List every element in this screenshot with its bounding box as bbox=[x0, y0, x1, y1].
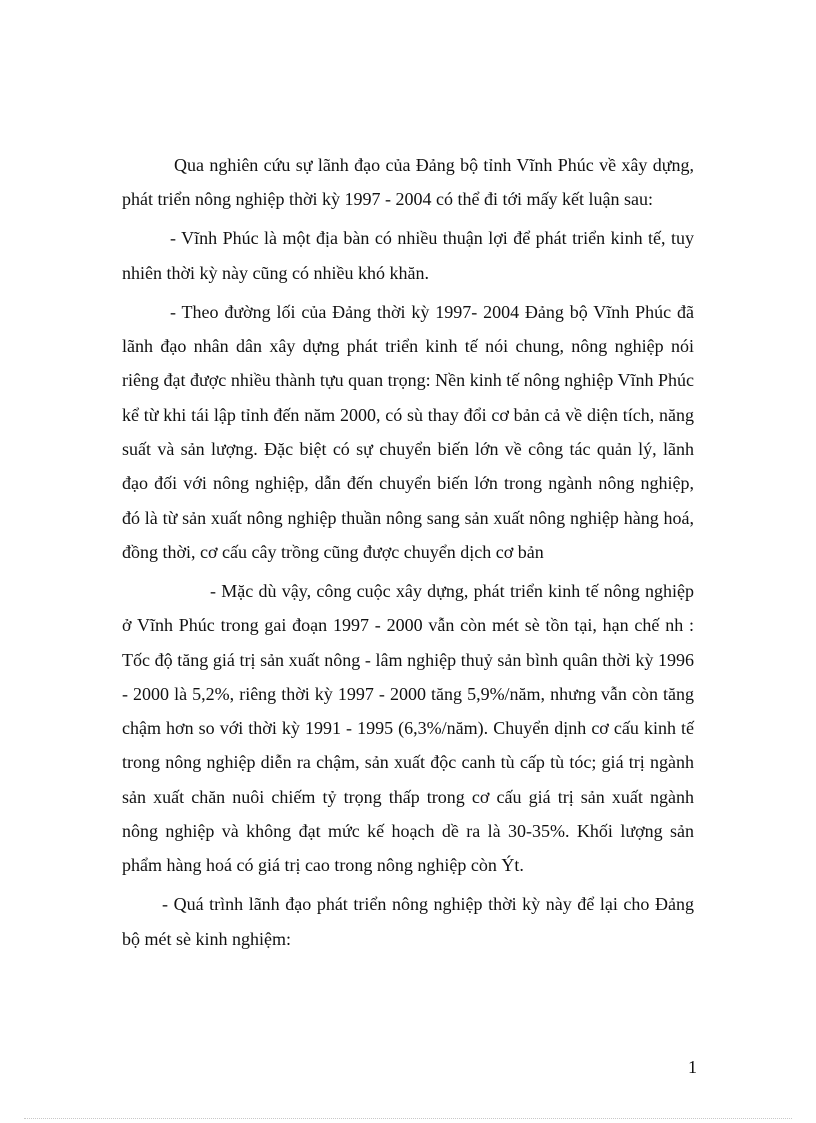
paragraph-experience: - Quá trình lãnh đạo phát triển nông nghiệp thời kỳ này để lại cho Đảng bộ mét sè kinh nghiệm: bbox=[122, 894, 694, 949]
body-text bbox=[122, 148, 694, 961]
paragraph-intro: Qua nghiên cứu sự lãnh đạo của Đảng bộ tỉnh Vĩnh Phúc về xây dựng, phát triển nông nghiệp thời kỳ 1997 - 2004 có thể đi tới mấy kết luận sau: bbox=[122, 155, 694, 210]
page-bottom-divider bbox=[24, 1118, 792, 1119]
paragraph-advantages: - Vĩnh Phúc là một địa bàn có nhiều thuận lợi để phát triển kinh tế, tuy nhiên thời kỳ này cũng có nhiều khó khăn. bbox=[122, 228, 694, 283]
paragraph-achievements: - Theo đường lối của Đảng thời kỳ 1997- 2004 Đảng bộ Vĩnh Phúc đã lãnh đạo nhân dân xây dựng phát triển kinh tế nói chung, nông nghiệp nói riêng đạt được nhiều thành tựu quan trọng: Nền kinh tế nông nghiệp Vĩnh Phúc kể từ khi tái lập tỉnh đến năm 2000, có sù thay đổi cơ bản cả về diện tích, năng suất và sản lượng. Đặc biệt có sự chuyển biến lớn về công tác quản lý, lãnh đạo đối với nông nghiệp, dẫn đến chuyển biến lớn trong ngành nông nghiệp, đó là từ sản xuất nông nghiệp thuần nông sang sản xuất nông nghiệp hàng hoá, đồng thời, cơ cấu cây trồng cũng được chuyển dịch cơ bản bbox=[122, 301, 694, 562]
page-number: 1 bbox=[688, 1057, 697, 1077]
paragraph-limitations: - Mặc dù vậy, công cuộc xây dựng, phát triển kinh tế nông nghiệp ở Vĩnh Phúc trong gai đoạn 1997 - 2000 vẫn còn mét sè tồn tại, hạn chế nh : Tốc độ tăng giá trị sản xuất nông - lâm nghiệp thuỷ sản bình quân thời kỳ 1996 - 2000 là 5,2%, riêng thời kỳ 1997 - 2000 tăng 5,9%/năm, nhưng vẫn còn tăng chậm hơn so với thời kỳ 1991 - 1995 (6,3%/năm). Chuyển dịnh cơ cấu kinh tế trong nông nghiệp diễn ra chậm, sản xuất độc canh tù cấp tù tóc; giá trị ngành sản xuất chăn nuôi chiếm tỷ trọng thấp trong cơ cấu giá trị sản xuất ngành nông nghiệp và không đạt mức kế hoạch dề ra là 30-35%. Khối lượng sản phẩm hàng hoá có giá trị cao trong nông nghiệp còn Ýt. bbox=[122, 580, 694, 876]
